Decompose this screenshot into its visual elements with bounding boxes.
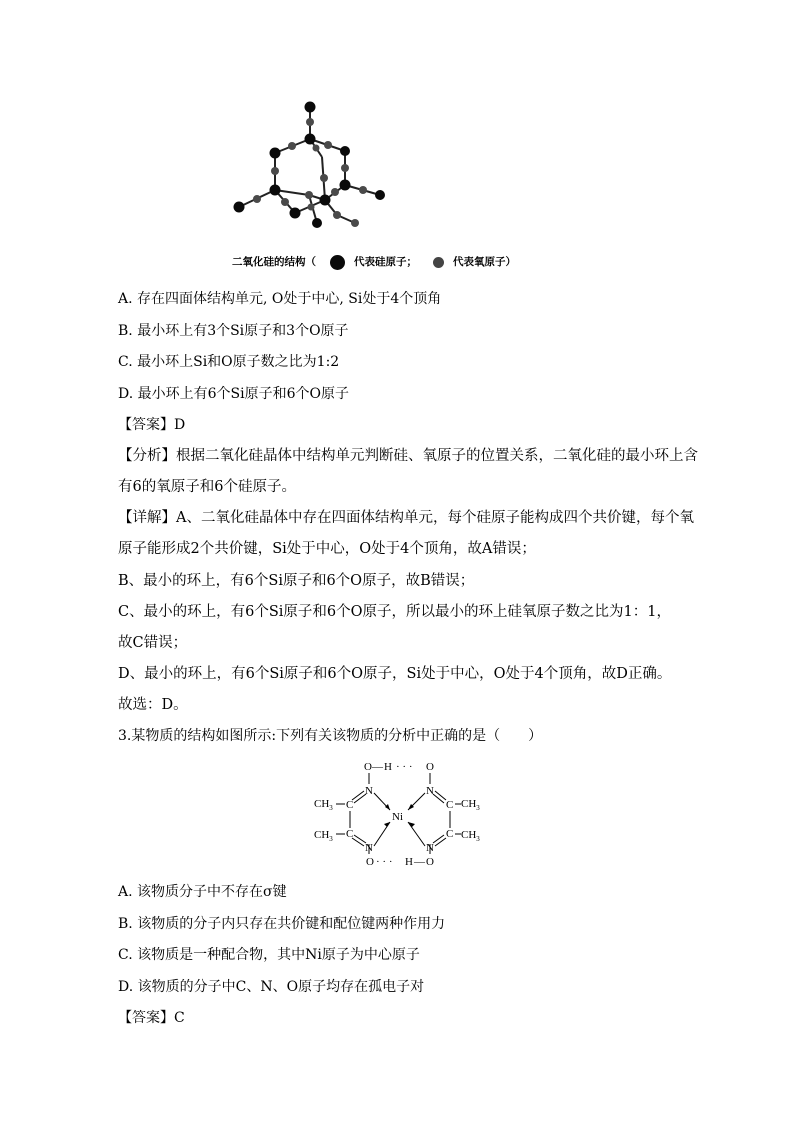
q3-option-c: C. 该物质是一种配合物，其中Ni原子为中心原子	[118, 947, 420, 963]
c-lower-left: C	[346, 828, 354, 840]
ch3-upper-left: $CH_3$	[314, 798, 333, 812]
ch3-lower-right: $CH_3$	[461, 829, 480, 843]
top-left-o: O	[364, 761, 372, 773]
ch3-upper-right: $CH_3$	[461, 798, 480, 812]
oxygen-legend-dot	[433, 257, 444, 268]
q2-detail-line-6: D、最小的环上，有6个Si原子和6个O原子，Si处于中心，O处于4个顶角，故D正确。	[118, 666, 672, 682]
q3-answer: 【答案】C	[118, 1010, 185, 1026]
q2-detail-line-7: 故选：D。	[118, 697, 188, 713]
caption-si: 代表硅原子；	[354, 256, 417, 268]
c-lower-right: C	[446, 828, 454, 840]
nickel-complex-structure	[308, 758, 488, 870]
silica-structure-figure	[225, 95, 395, 230]
q3-option-b: B. 该物质的分子内只存在共价键和配位键两种作用力	[118, 916, 446, 932]
q2-analysis-line-2: 有6的氧原子和6个硅原子。	[118, 479, 296, 495]
c-upper-right: C	[446, 799, 454, 811]
top-dots: · · ·	[396, 761, 413, 773]
ni-atom: Ni	[392, 811, 403, 823]
caption-o: 代表氧原子）	[453, 256, 516, 268]
q2-option-a: A. 存在四面体结构单元, O处于中心, Si处于4个顶角	[118, 291, 442, 307]
caption-prefix: 二氧化硅的结构（	[232, 256, 316, 268]
q2-answer: 【答案】D	[118, 417, 186, 433]
q2-detail-line-1: 【详解】A、二氧化硅晶体中存在四面体结构单元，每个硅原子能构成四个共价键，每个氧	[118, 510, 694, 526]
q3-option-d: D. 该物质的分子中C、N、O原子均存在孤电子对	[118, 979, 425, 995]
n-bottom-right: N	[426, 842, 434, 854]
q2-analysis-line-1: 【分析】根据二氧化硅晶体中结构单元判断硅、氧原子的位置关系，二氧化硅的最小环上含	[118, 448, 698, 464]
q3-stem: 3.某物质的结构如图所示:下列有关该物质的分析中正确的是（ ）	[118, 728, 543, 744]
q2-option-b: B. 最小环上有3个Si原子和3个O原子	[118, 323, 349, 339]
top-right-o: O	[426, 761, 434, 773]
n-top-left: N	[365, 785, 373, 797]
n-bottom-left: N	[365, 842, 373, 854]
top-oh-dash: —	[372, 761, 383, 773]
c-upper-left: C	[346, 799, 354, 811]
bottom-oh-dash: —	[414, 856, 425, 868]
bottom-right-o: O	[426, 856, 434, 868]
ch3-lower-left: $CH_3$	[314, 829, 333, 843]
q2-detail-line-4: C、最小的环上，有6个Si原子和6个O原子，所以最小的环上硅氧原子数之比为1：1，	[118, 604, 671, 620]
bottom-h: H	[405, 856, 413, 868]
q2-option-c: C. 最小环上Si和O原子数之比为1:2	[118, 354, 340, 370]
bottom-left-o: O	[366, 856, 374, 868]
top-h: H	[384, 761, 392, 773]
q2-detail-line-5: 故C错误；	[118, 635, 188, 651]
q2-detail-line-3: B、最小的环上，有6个Si原子和6个O原子，故B错误；	[118, 573, 475, 589]
q2-option-d: D. 最小环上有6个Si原子和6个O原子	[118, 386, 349, 402]
q3-option-a: A. 该物质分子中不存在σ键	[118, 884, 287, 900]
silicon-legend-dot	[330, 255, 345, 270]
figure-caption	[232, 254, 516, 270]
bottom-dots: · · ·	[376, 856, 393, 868]
q2-detail-line-2: 原子能形成2个共价键，Si处于中心，O处于4个顶角，故A错误；	[118, 541, 536, 557]
n-top-right: N	[426, 785, 434, 797]
